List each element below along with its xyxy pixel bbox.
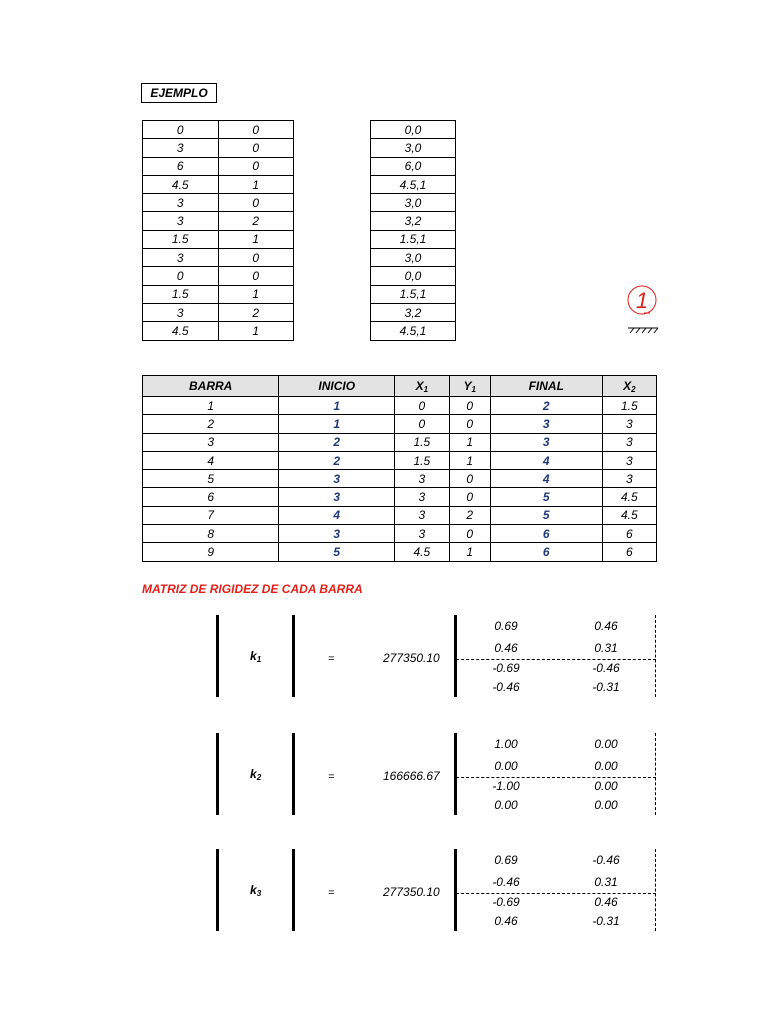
coord-x-cell: 3 xyxy=(143,212,219,230)
barra-cell: 1 xyxy=(143,397,279,415)
matrix-cell: 0.46 xyxy=(594,895,618,909)
final-cell: 3 xyxy=(490,415,602,433)
coord-pair-cell: 3,2 xyxy=(371,212,456,230)
matrix-bracket-values xyxy=(454,615,457,697)
matrix-dashed-divider xyxy=(456,659,656,660)
coord-x-cell: 4.5 xyxy=(143,175,219,193)
table-row xyxy=(143,249,294,267)
coord-pair-cell: 3,0 xyxy=(371,139,456,157)
matrix-cell: 0.46 xyxy=(594,619,618,633)
header-x1: $X_1$ xyxy=(395,376,449,397)
y1-cell: 1 xyxy=(449,433,490,451)
matrix-cell: 0.00 xyxy=(594,779,618,793)
matrix-cell: 0.46 xyxy=(494,641,518,655)
coord-x-cell: 3 xyxy=(143,139,219,157)
matrix-label: $k_3$ xyxy=(250,883,262,898)
x1-cell: 3 xyxy=(395,525,449,543)
coord-x-cell: 3 xyxy=(143,303,219,321)
matrix-cell: 0.00 xyxy=(594,759,618,773)
table-row xyxy=(371,285,456,303)
x2-cell: 3 xyxy=(602,433,656,451)
coord-pair-cell: 4.5,1 xyxy=(371,322,456,340)
coord-y-cell: 0 xyxy=(218,249,293,267)
barra-cell: 4 xyxy=(143,451,279,469)
matrix-dashed-divider xyxy=(456,777,656,778)
coord-y-cell: 0 xyxy=(218,121,293,139)
table-row xyxy=(143,322,294,340)
x2-cell: 3 xyxy=(602,470,656,488)
support-node-label: 1 xyxy=(635,288,649,313)
barra-cell: 8 xyxy=(143,525,279,543)
coord-pair-cell: 0,0 xyxy=(371,121,456,139)
matrix-cell: 0.31 xyxy=(594,641,618,655)
coord-y-cell: 0 xyxy=(218,194,293,212)
matrix-cell: 0.00 xyxy=(594,737,618,751)
coord-x-cell: 0 xyxy=(143,121,219,139)
table-row xyxy=(143,175,294,193)
matrix-dashed-border xyxy=(655,615,656,697)
x2-cell: 3 xyxy=(602,415,656,433)
table-row xyxy=(143,433,657,451)
x2-cell: 6 xyxy=(602,525,656,543)
matrix-dashed-divider xyxy=(456,893,656,894)
table-row xyxy=(371,267,456,285)
matrix-coefficient: 277350.10 xyxy=(383,885,440,899)
table-row xyxy=(371,157,456,175)
x1-cell: 3 xyxy=(395,470,449,488)
table-row xyxy=(143,212,294,230)
inicio-cell: 2 xyxy=(279,451,395,469)
matrix-cell: -0.69 xyxy=(492,661,520,675)
x1-cell: 1.5 xyxy=(395,433,449,451)
matrix-cell: -0.31 xyxy=(592,680,620,694)
matrix-cell: -0.31 xyxy=(592,914,620,928)
inicio-cell: 3 xyxy=(279,470,395,488)
table-row xyxy=(371,249,456,267)
matrix-cell: -0.46 xyxy=(592,853,620,867)
coord-y-cell: 0 xyxy=(218,267,293,285)
coord-pair-cell: 3,2 xyxy=(371,303,456,321)
final-cell: 6 xyxy=(490,543,602,561)
x1-cell: 3 xyxy=(395,506,449,524)
equals-sign: = xyxy=(328,771,335,783)
matrix-cell: 0.00 xyxy=(494,798,518,812)
header-final: FINAL xyxy=(490,376,602,397)
x1-cell: 1.5 xyxy=(395,451,449,469)
coord-pair-cell: 0,0 xyxy=(371,267,456,285)
table-row xyxy=(143,121,294,139)
header-x2: $X_2$ xyxy=(602,376,656,397)
table-row xyxy=(143,230,294,248)
final-cell: 4 xyxy=(490,470,602,488)
matrix-label: $k_1$ xyxy=(250,649,262,664)
matrix-bracket-values xyxy=(454,733,457,815)
final-cell: 2 xyxy=(490,397,602,415)
matrix-coefficient: 277350.10 xyxy=(383,651,440,665)
stiffness-matrix xyxy=(0,733,768,818)
inicio-cell: 4 xyxy=(279,506,395,524)
y1-cell: 1 xyxy=(449,451,490,469)
coord-pair-cell: 4.5,1 xyxy=(371,175,456,193)
matrix-label: $k_2$ xyxy=(250,767,262,782)
y1-cell: 0 xyxy=(449,470,490,488)
matrix-cell: 0.00 xyxy=(494,759,518,773)
matrix-dashed-border xyxy=(655,849,656,931)
matrix-cell: -0.46 xyxy=(492,875,520,889)
barra-cell: 6 xyxy=(143,488,279,506)
final-cell: 4 xyxy=(490,451,602,469)
equals-sign: = xyxy=(328,653,335,665)
coord-pair-cell: 6,0 xyxy=(371,157,456,175)
coord-pair-cell: 3,0 xyxy=(371,249,456,267)
matrix-cell: 1.00 xyxy=(494,737,518,751)
coord-x-cell: 1.5 xyxy=(143,230,219,248)
y1-cell: 0 xyxy=(449,488,490,506)
y1-cell: 0 xyxy=(449,525,490,543)
matrix-bracket-right xyxy=(292,615,295,697)
table-row xyxy=(143,415,657,433)
inicio-cell: 3 xyxy=(279,488,395,506)
table-row xyxy=(143,470,657,488)
example-title: EJEMPLO xyxy=(141,83,217,103)
table-row xyxy=(143,157,294,175)
x2-cell: 4.5 xyxy=(602,488,656,506)
coord-pair-cell: 1.5,1 xyxy=(371,285,456,303)
matrix-bracket-right xyxy=(292,849,295,931)
coordinate-pairs-table xyxy=(370,120,456,341)
coord-x-cell: 4.5 xyxy=(143,322,219,340)
barra-cell: 3 xyxy=(143,433,279,451)
coord-y-cell: 1 xyxy=(218,322,293,340)
coord-y-cell: 0 xyxy=(218,157,293,175)
table-row xyxy=(143,267,294,285)
table-row xyxy=(371,175,456,193)
table-row xyxy=(143,488,657,506)
x2-cell: 4.5 xyxy=(602,506,656,524)
x1-cell: 0 xyxy=(395,415,449,433)
header-inicio: INICIO xyxy=(279,376,395,397)
barra-cell: 9 xyxy=(143,543,279,561)
coord-y-cell: 2 xyxy=(218,303,293,321)
barra-cell: 2 xyxy=(143,415,279,433)
final-cell: 5 xyxy=(490,506,602,524)
y1-cell: 1 xyxy=(449,543,490,561)
matrix-cell: -0.46 xyxy=(492,680,520,694)
barra-cell: 7 xyxy=(143,506,279,524)
y1-cell: 2 xyxy=(449,506,490,524)
matrix-bracket-values xyxy=(454,849,457,931)
x2-cell: 6 xyxy=(602,543,656,561)
coord-x-cell: 3 xyxy=(143,249,219,267)
matrix-bracket-left xyxy=(216,733,219,815)
inicio-cell: 5 xyxy=(279,543,395,561)
table-row xyxy=(143,525,657,543)
coord-y-cell: 1 xyxy=(218,285,293,303)
table-row xyxy=(371,322,456,340)
bars-table xyxy=(142,375,657,562)
coordinates-table xyxy=(142,120,294,341)
x1-cell: 0 xyxy=(395,397,449,415)
table-row xyxy=(371,121,456,139)
matrix-bracket-left xyxy=(216,849,219,931)
inicio-cell: 3 xyxy=(279,525,395,543)
header-y1: $Y_1$ xyxy=(449,376,490,397)
table-row xyxy=(143,451,657,469)
matrix-dashed-border xyxy=(655,733,656,815)
table-row xyxy=(143,397,657,415)
support-node-icon xyxy=(622,280,662,340)
bars-table-header xyxy=(143,376,657,397)
table-row xyxy=(371,194,456,212)
y1-cell: 0 xyxy=(449,397,490,415)
final-cell: 3 xyxy=(490,433,602,451)
table-row xyxy=(143,506,657,524)
table-row xyxy=(371,212,456,230)
coord-y-cell: 2 xyxy=(218,212,293,230)
stiffness-matrix xyxy=(0,849,768,934)
barra-cell: 5 xyxy=(143,470,279,488)
matrix-bracket-right xyxy=(292,733,295,815)
section-title: MATRIZ DE RIGIDEZ DE CADA BARRA xyxy=(142,582,363,596)
inicio-cell: 2 xyxy=(279,433,395,451)
table-row xyxy=(143,194,294,212)
coord-y-cell: 0 xyxy=(218,139,293,157)
equals-sign: = xyxy=(328,887,335,899)
final-cell: 5 xyxy=(490,488,602,506)
matrix-cell: -1.00 xyxy=(492,779,520,793)
coord-x-cell: 1.5 xyxy=(143,285,219,303)
coord-pair-cell: 3,0 xyxy=(371,194,456,212)
header-barra: BARRA xyxy=(143,376,279,397)
stiffness-matrix xyxy=(0,615,768,700)
table-row xyxy=(143,139,294,157)
table-row xyxy=(371,139,456,157)
x2-cell: 3 xyxy=(602,451,656,469)
inicio-cell: 1 xyxy=(279,397,395,415)
matrix-cell: 0.69 xyxy=(494,619,518,633)
matrix-cell: -0.69 xyxy=(492,895,520,909)
matrix-cell: 0.31 xyxy=(594,875,618,889)
coord-x-cell: 6 xyxy=(143,157,219,175)
matrix-cell: 0.46 xyxy=(494,914,518,928)
x1-cell: 3 xyxy=(395,488,449,506)
matrix-cell: 0.00 xyxy=(594,798,618,812)
x1-cell: 4.5 xyxy=(395,543,449,561)
matrix-coefficient: 166666.67 xyxy=(383,769,440,783)
coord-x-cell: 0 xyxy=(143,267,219,285)
x2-cell: 1.5 xyxy=(602,397,656,415)
coord-pair-cell: 1.5,1 xyxy=(371,230,456,248)
y1-cell: 0 xyxy=(449,415,490,433)
inicio-cell: 1 xyxy=(279,415,395,433)
coord-x-cell: 3 xyxy=(143,194,219,212)
table-row xyxy=(143,285,294,303)
matrix-cell: 0.69 xyxy=(494,853,518,867)
final-cell: 6 xyxy=(490,525,602,543)
matrix-cell: -0.46 xyxy=(592,661,620,675)
table-row xyxy=(371,230,456,248)
coord-y-cell: 1 xyxy=(218,175,293,193)
coord-y-cell: 1 xyxy=(218,230,293,248)
matrix-bracket-left xyxy=(216,615,219,697)
table-row xyxy=(371,303,456,321)
table-row xyxy=(143,303,294,321)
table-row xyxy=(143,543,657,561)
